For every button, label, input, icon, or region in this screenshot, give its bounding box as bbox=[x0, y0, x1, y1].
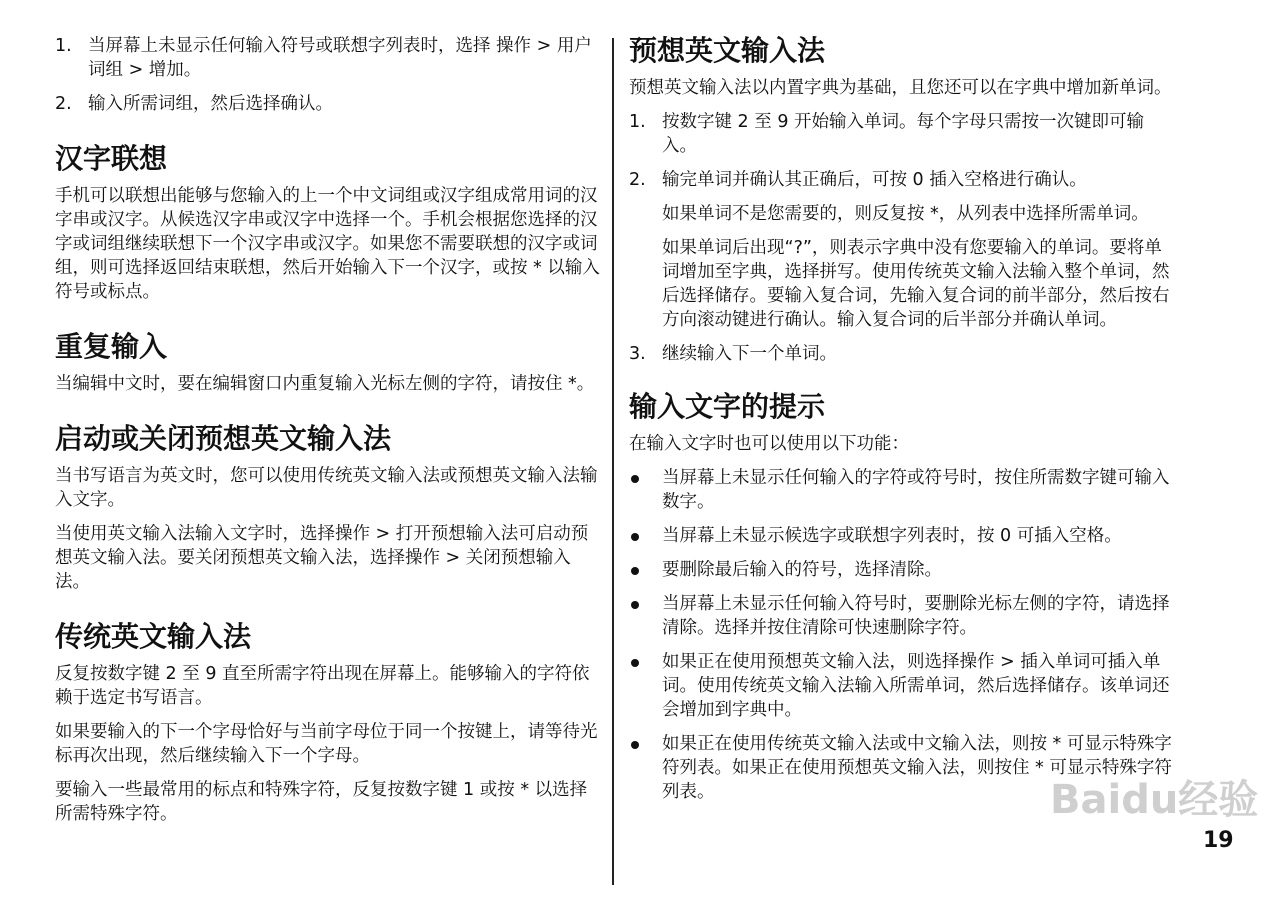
bullet-text: 如果正在使用传统英文输入法或中文输入法，则按 * 可显示特殊字符列表。如果正在使用预想英文输入法，则按住 * 可显示特殊字符列表。 bbox=[662, 734, 1172, 802]
bullet-icon bbox=[631, 741, 639, 749]
bullet-item bbox=[629, 558, 1177, 582]
list-item bbox=[55, 92, 600, 116]
list-number: 2. bbox=[55, 94, 72, 114]
section-title-repeat-input: 重复输入 bbox=[55, 330, 168, 363]
paragraph: 手机可以联想出能够与您输入的上一个中文词组或汉字组成常用词的汉字串或汉字。从候选汉字串或汉字中选择一个。手机会根据您选择的汉字或词组继续联想下一个汉字串或汉字。如果您不需要联想的汉字或词组，则可选择返回结束联想，然后开始输入下一个汉字，或按 * 以输入符号或标点。 bbox=[55, 186, 600, 302]
bullet-text: 要删除最后输入的符号，选择清除。 bbox=[662, 560, 942, 580]
sub-paragraph: 如果单词后出现“?”，则表示字典中没有您要输入的单词。要将单词增加至字典，选择拼写。使用传统英文输入法输入整个单词，然后选择储存。要输入复合词，先输入复合词的前半部分，然后按右方向滚动键进行确认。输入复合词的后半部分并确认单词。 bbox=[662, 238, 1170, 330]
list-text: 输完单词并确认其正确后，可按 0 插入空格进行确认。 bbox=[662, 170, 1087, 190]
watermark-logo: Baidu经验 bbox=[1050, 777, 1259, 823]
list-text: 输入所需词组，然后选择确认。 bbox=[88, 94, 333, 114]
bullet-item bbox=[629, 592, 1177, 640]
bullet-text: 如果正在使用预想英文输入法，则选择操作 > 插入单词可插入单词。使用传统英文输入法输入所需单词，然后选择储存。该单词还会增加到字典中。 bbox=[662, 652, 1170, 720]
bullet-icon bbox=[631, 475, 639, 483]
list-text: 按数字键 2 至 9 开始输入单词。每个字母只需按一次键即可输入。 bbox=[662, 112, 1145, 156]
bullet-icon bbox=[631, 601, 639, 609]
bullet-text: 当屏幕上未显示任何输入的字符或符号时，按住所需数字键可输入数字。 bbox=[662, 468, 1170, 512]
bullet-icon bbox=[631, 533, 639, 541]
section-title-hanzi-lianxiang: 汉字联想 bbox=[55, 142, 168, 175]
bullet-item bbox=[629, 524, 1177, 548]
list-text: 当屏幕上未显示任何输入符号或联想字列表时，选择 操作 > 用户词组 > 增加。 bbox=[88, 36, 592, 80]
bullet-item bbox=[629, 466, 1177, 514]
list-item bbox=[629, 342, 1177, 366]
sub-paragraph: 如果单词不是您需要的，则反复按 *，从列表中选择所需单词。 bbox=[662, 204, 1149, 224]
bullet-icon bbox=[631, 567, 639, 575]
paragraph: 当书写语言为英文时，您可以使用传统英文输入法或预想英文输入法输入文字。 bbox=[55, 466, 598, 510]
section-title-predictive-english: 预想英文输入法 bbox=[629, 34, 826, 67]
list-text: 继续输入下一个单词。 bbox=[662, 344, 837, 364]
page-number: 19 bbox=[1203, 828, 1234, 853]
list-number: 1. bbox=[629, 112, 646, 132]
list-item bbox=[629, 110, 1177, 158]
list-number: 2. bbox=[629, 170, 646, 190]
column-divider bbox=[612, 38, 614, 885]
list-number: 3. bbox=[629, 344, 646, 364]
paragraph: 反复按数字键 2 至 9 直至所需字符出现在屏幕上。能够输入的字符依赖于选定书写语言。 bbox=[55, 664, 590, 708]
section-title-input-tips: 输入文字的提示 bbox=[629, 390, 826, 423]
bullet-item bbox=[629, 650, 1177, 722]
paragraph: 要输入一些最常用的标点和特殊字符，反复按数字键 1 或按 * 以选择所需特殊字符。 bbox=[55, 780, 588, 824]
left-column bbox=[55, 34, 600, 836]
paragraph: 如果要输入的下一个字母恰好与当前字母位于同一个按键上，请等待光标再次出现，然后继续输入下一个字母。 bbox=[55, 722, 598, 766]
section-title-toggle-predictive: 启动或关闭预想英文输入法 bbox=[55, 422, 392, 455]
section-title-traditional-english: 传统英文输入法 bbox=[55, 620, 252, 653]
bullet-text: 当屏幕上未显示任何输入符号时，要删除光标左侧的字符，请选择清除。选择并按住清除可快速删除字符。 bbox=[662, 594, 1170, 638]
bullet-text: 当屏幕上未显示候选字或联想字列表时，按 0 可插入空格。 bbox=[662, 526, 1122, 546]
list-item bbox=[629, 168, 1177, 192]
paragraph: 当编辑中文时，要在编辑窗口内重复输入光标左侧的字符，请按住 *。 bbox=[55, 374, 595, 394]
paragraph: 当使用英文输入法输入文字时，选择操作 > 打开预想输入法可启动预想英文输入法。要关闭预想英文输入法，选择操作 > 关闭预想输入法。 bbox=[55, 524, 589, 592]
bullet-icon bbox=[631, 659, 639, 667]
paragraph: 预想英文输入法以内置字典为基础，且您还可以在字典中增加新单词。 bbox=[629, 78, 1172, 98]
list-item bbox=[55, 34, 600, 82]
right-column bbox=[629, 34, 1177, 814]
paragraph: 在输入文字时也可以使用以下功能： bbox=[629, 434, 909, 454]
list-number: 1. bbox=[55, 36, 72, 56]
